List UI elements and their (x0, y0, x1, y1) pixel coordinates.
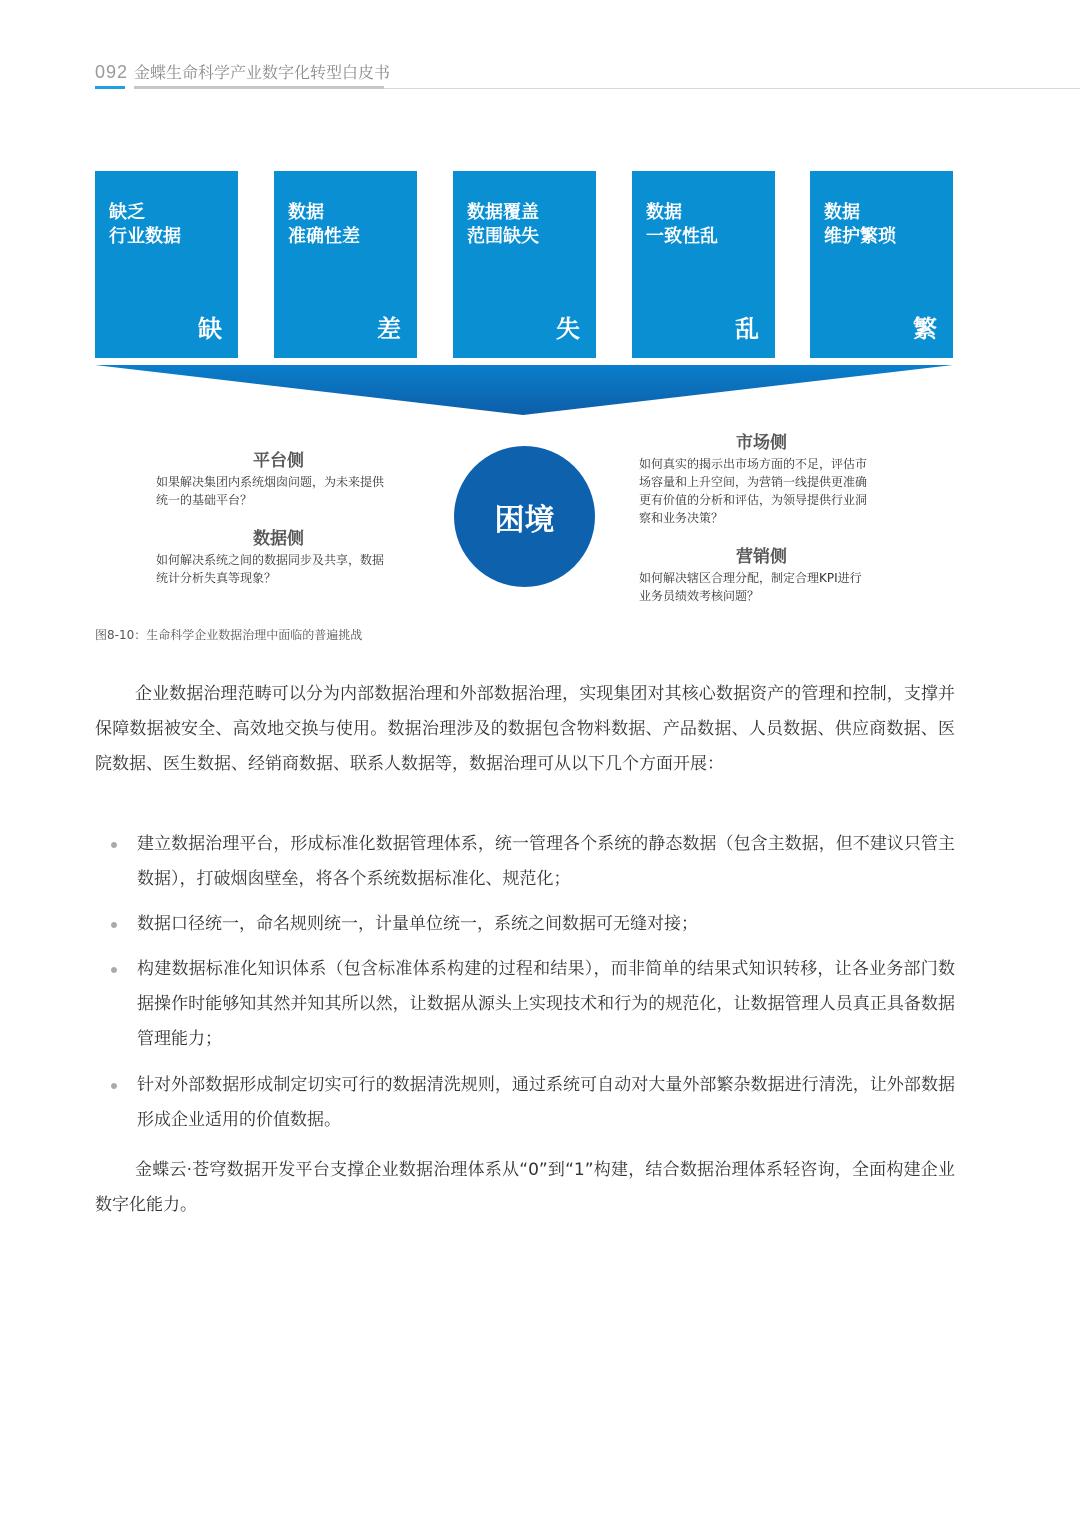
card-line1: 数据 (288, 202, 324, 223)
platform-side-text (156, 473, 384, 509)
text-line: 察和业务决策？ (639, 511, 724, 525)
text-line: 业务员绩效考核问题？ (639, 589, 760, 603)
text-line: 如何真实的揭示出市场方面的不足，评估市 (639, 457, 868, 471)
card-line2: 范围缺失 (467, 226, 539, 247)
card-line2: 一致性乱 (646, 226, 718, 247)
intro-paragraph: 企业数据治理范畴可以分为内部数据治理和外部数据治理，实现集团对其核心数据资产的管理和控制，支撑并保障数据被安全、高效地交换与使用。数据治理涉及的数据包含物料数据、产品数据、人员数据、供应商数据、医院数据、医生数据、经销商数据、联系人数据等，数据治理可从以下几个方面开展： (95, 684, 955, 774)
header-rule-thick (134, 86, 384, 89)
market-side-heading: 市场侧 (736, 433, 787, 453)
text-line: 场容量和上升空间，为营销一线提供更准确 (639, 475, 868, 489)
figure-caption: 图8-10：生命科学企业数据治理中面临的普遍挑战 (95, 628, 363, 642)
book-title: 金蝶生命科学产业数字化转型白皮书 (134, 63, 391, 82)
challenge-card (274, 171, 417, 358)
bullet-item: 建立数据治理平台，形成标准化数据管理体系，统一管理各个系统的静态数据（包含主数据，但不建议只管主数据），打破烟囱壁垒，将各个系统数据标准化、规范化； (137, 834, 955, 889)
card-char: 乱 (735, 315, 759, 343)
bullet-dot (111, 922, 117, 928)
bullet-item: 构建数据标准化知识体系（包含标准体系构建的过程和结果），而非简单的结果式知识转移，让各业务部门数据操作时能够知其然并知其所以然，让数据从源头上实现技术和行为的规范化，让数据管理人员真正具备数据管理能力； (137, 959, 955, 1049)
challenge-card (810, 171, 953, 358)
data-side-text (156, 551, 384, 587)
sales-side-text (639, 569, 862, 605)
sales-side-heading: 营销侧 (736, 547, 787, 567)
bullet-dot (111, 1083, 117, 1089)
market-side-text (639, 455, 867, 527)
data-side-heading: 数据侧 (253, 529, 304, 549)
card-line2: 行业数据 (109, 226, 181, 247)
text-line: 如何解决辖区合理分配，制定合理KPI进行 (639, 571, 862, 585)
text-line: 如何解决系统之间的数据同步及共享，数据 (156, 553, 385, 567)
card-char: 失 (556, 315, 580, 343)
challenge-card (453, 171, 596, 358)
header-rule-thin (384, 88, 1080, 89)
closing-paragraph: 金蝶云·苍穹数据开发平台支撑企业数据治理体系从“0”到“1”构建，结合数据治理体系轻咨询，全面构建企业数字化能力。 (95, 1160, 955, 1215)
center-circle (454, 446, 595, 587)
challenge-card (632, 171, 775, 358)
card-line1: 数据覆盖 (467, 202, 539, 223)
page-header (95, 60, 390, 83)
text-line: 统计分析失真等现象？ (156, 571, 277, 585)
card-line1: 数据 (646, 202, 682, 223)
funnel-arrow (95, 363, 955, 417)
center-label: 困境 (494, 502, 555, 538)
bullet-dot (111, 842, 117, 848)
card-char: 差 (377, 315, 401, 343)
card-char: 缺 (198, 315, 222, 343)
header-accent-rule (95, 86, 125, 89)
card-line2: 维护繁琐 (824, 226, 896, 247)
card-char: 繁 (913, 315, 937, 343)
card-line1: 缺乏 (109, 202, 145, 223)
page-number: 092 (95, 62, 129, 82)
bullet-item: 数据口径统一，命名规则统一，计量单位统一，系统之间数据可无缝对接； (137, 914, 698, 934)
bullet-item: 针对外部数据形成制定切实可行的数据清洗规则，通过系统可自动对大量外部繁杂数据进行清洗，让外部数据形成企业适用的价值数据。 (137, 1075, 955, 1130)
card-line1: 数据 (824, 202, 860, 223)
card-line2: 准确性差 (288, 226, 360, 247)
text-line: 更有价值的分析和评估，为领导提供行业洞 (639, 493, 868, 507)
platform-side-heading: 平台侧 (253, 451, 304, 471)
text-line: 如果解决集团内系统烟囱问题，为未来提供 (156, 475, 385, 489)
challenge-card (95, 171, 238, 358)
bullet-dot (111, 967, 117, 973)
text-line: 统一的基础平台？ (156, 493, 253, 507)
